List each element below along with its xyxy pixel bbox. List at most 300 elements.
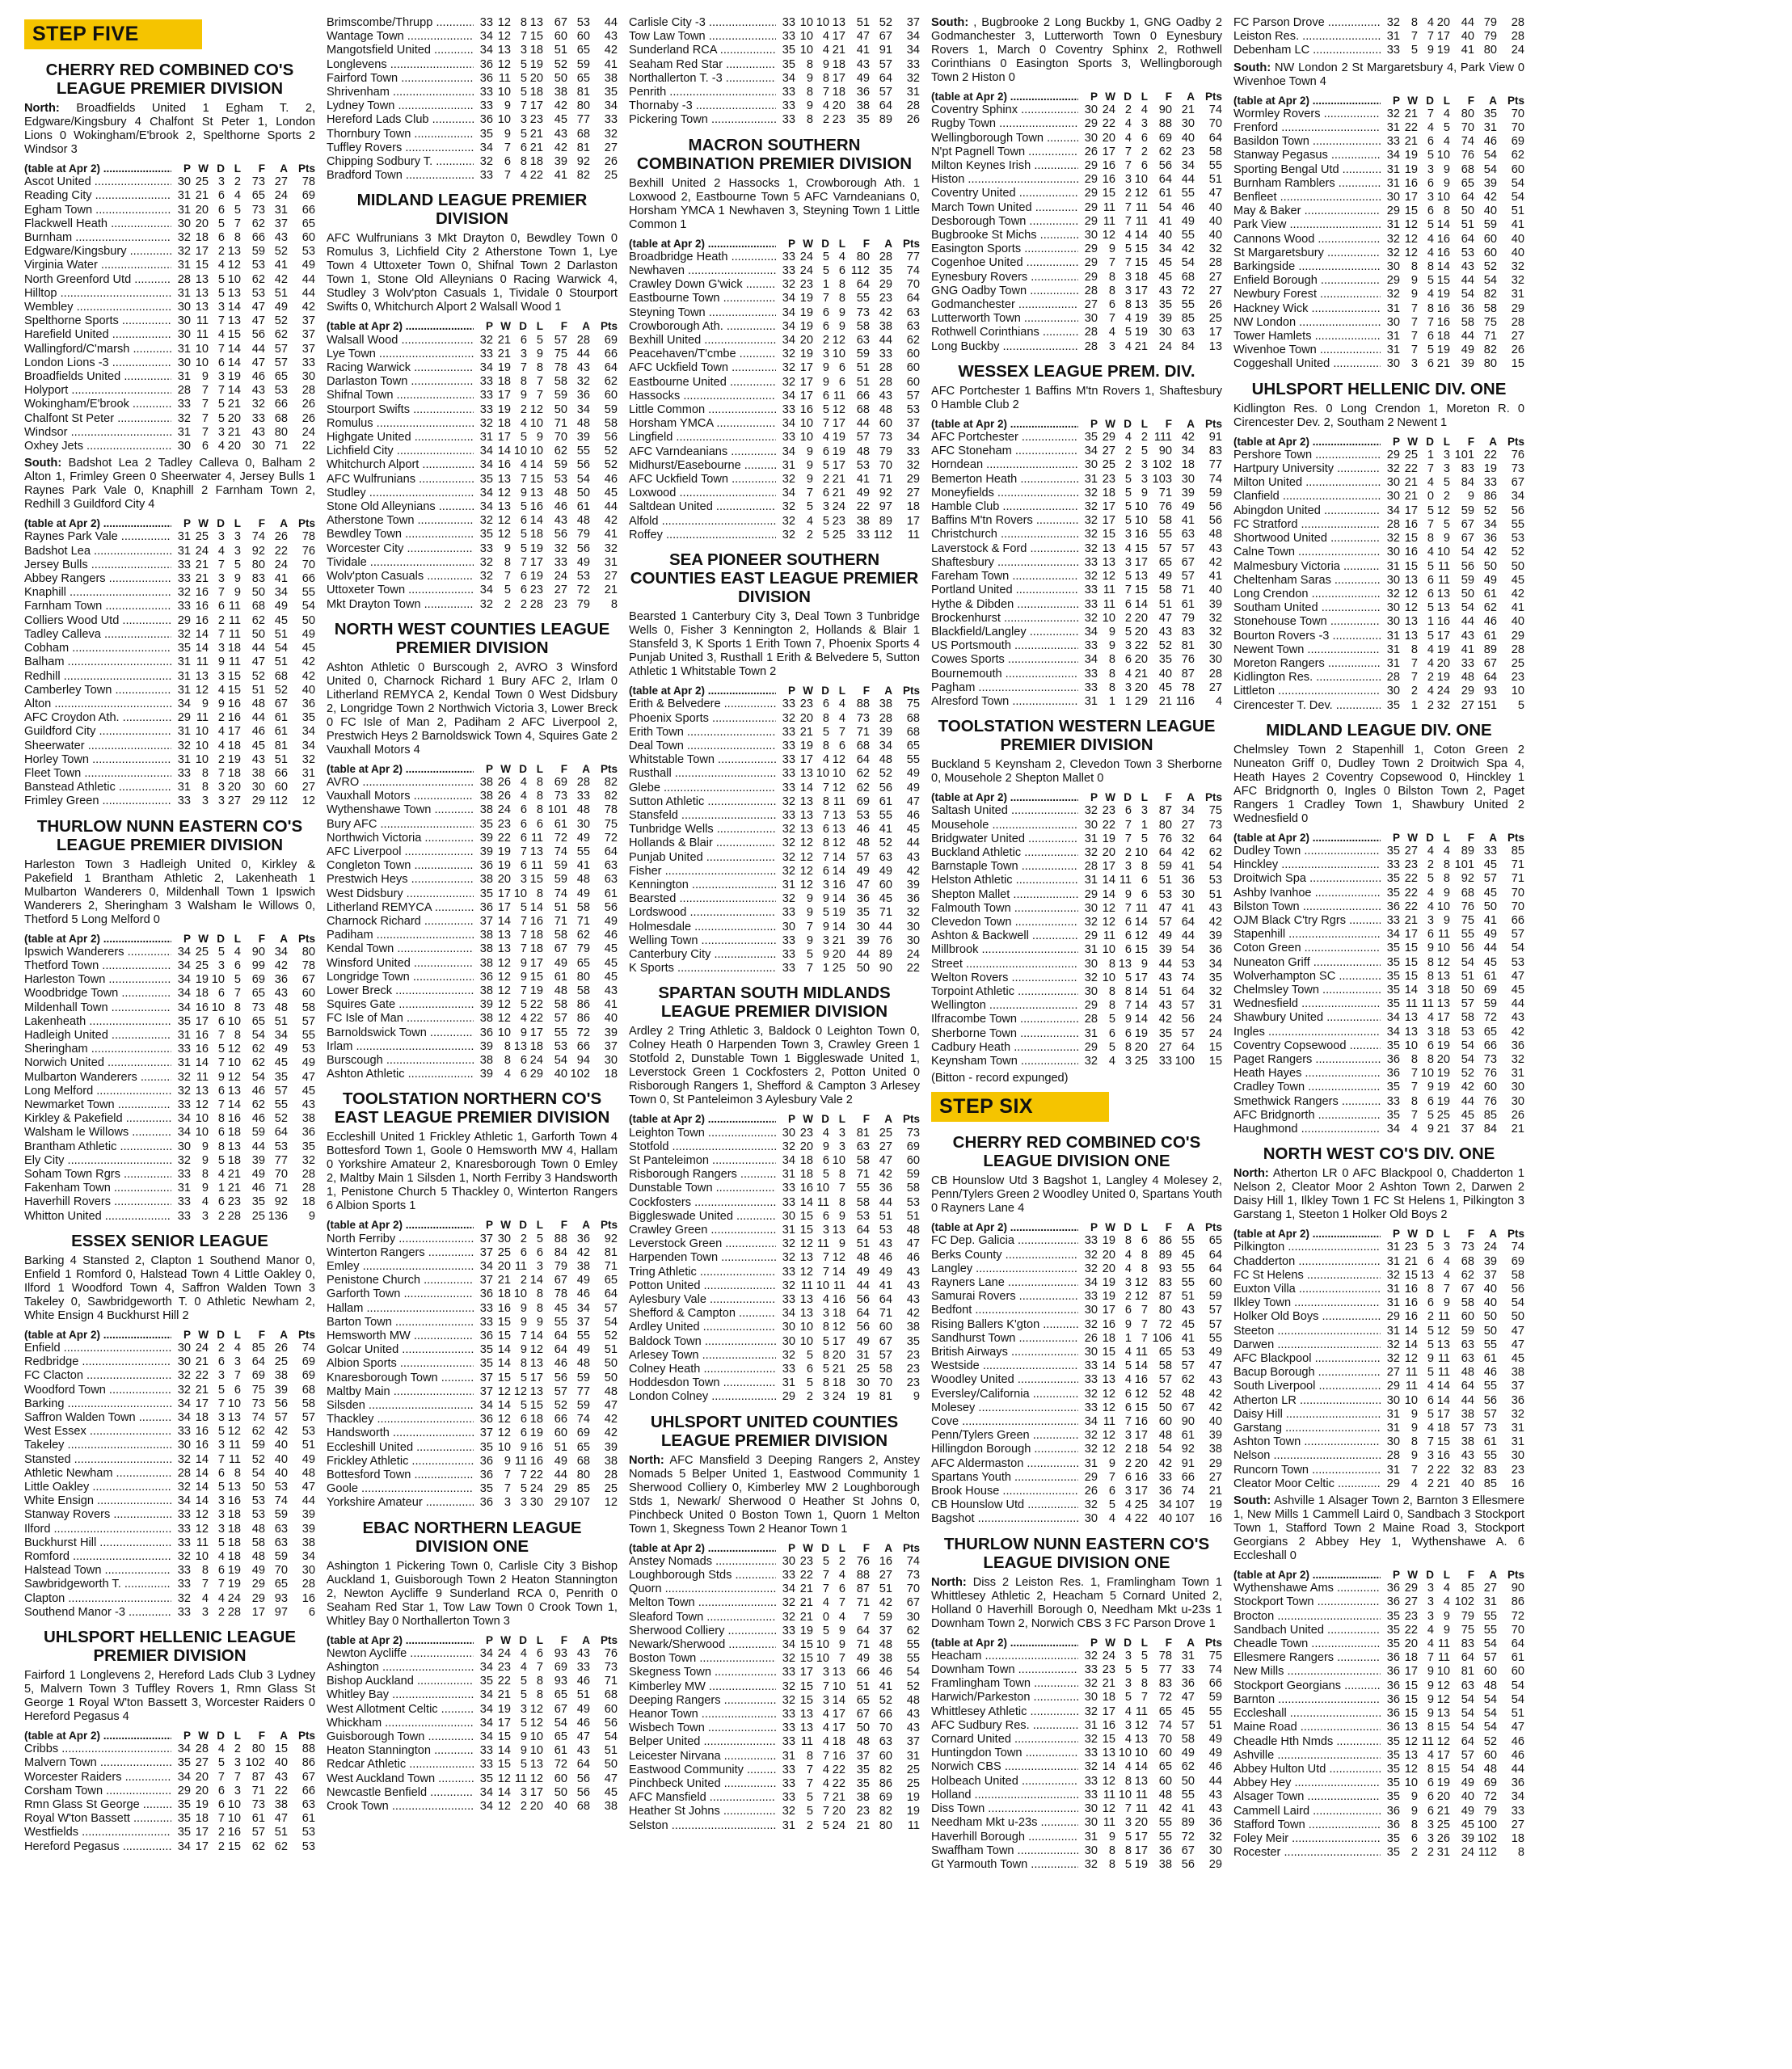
stat-cell: 37 — [479, 1245, 493, 1259]
stat-cell: 22 — [832, 1777, 845, 1791]
stat-cell: 12 — [1436, 1679, 1450, 1692]
stat-cell: 33 — [554, 555, 567, 569]
stat-cell: 35 — [1386, 886, 1400, 900]
stat-cell: 35 — [856, 1777, 870, 1791]
stat-cell: 67 — [554, 942, 567, 956]
team-name: Holker Old Boys ..... — [1233, 1310, 1381, 1324]
stat-cell: 32 — [1084, 1443, 1098, 1456]
team-name: Maltby Main ..... — [327, 1385, 474, 1399]
table-row — [629, 1307, 920, 1321]
table-row — [1233, 1296, 1524, 1310]
stat-cell: 107 — [1174, 1498, 1195, 1512]
stat-cell: 62 — [1181, 1760, 1195, 1774]
stat-cell: 35 — [1386, 1609, 1400, 1623]
stat-cell: 18 — [529, 1413, 543, 1426]
stat-cell: 17 — [1404, 1665, 1418, 1679]
stat-cell: 32 — [604, 541, 618, 555]
stat-cell: 45 — [604, 486, 618, 499]
stat-cell: 13 — [1102, 1747, 1115, 1760]
stat-cell: 8 — [1124, 298, 1132, 312]
stat-cell: 12 — [497, 1384, 511, 1398]
team-name: Droitwich Spa ..... — [1233, 872, 1381, 886]
stat-cell: 83 — [1461, 462, 1474, 476]
stat-cell: 54 — [1511, 1679, 1524, 1692]
team-name: London Lions -3 ..... — [24, 356, 171, 370]
stat-cell: 42 — [554, 99, 567, 113]
stat-cell: 75 — [906, 697, 920, 711]
stat-cell: 64 — [856, 1223, 870, 1237]
stat-cell: 9 — [1108, 625, 1115, 638]
stat-cell: 53 — [554, 1039, 567, 1053]
stat-cell: 70 — [1511, 1623, 1524, 1637]
stat-cell: 54 — [1461, 1039, 1474, 1052]
team-name: Uttoxeter Town ..... — [327, 584, 474, 597]
stat-cell: 17 — [1102, 514, 1115, 528]
team-name: British Airways ..... — [931, 1346, 1078, 1359]
stat-cell: 7 — [1141, 1691, 1148, 1705]
stat-cell: 44 — [1208, 1774, 1222, 1788]
stat-cell: 58 — [1511, 1268, 1524, 1282]
stat-cell: 11 — [1437, 1352, 1450, 1366]
stat-cell: 33 — [177, 1167, 191, 1181]
stat-cell: 9 — [806, 892, 813, 906]
stat-cell: 21 — [195, 1355, 209, 1369]
stat-cell: 9 — [1427, 1081, 1434, 1094]
table-row — [931, 445, 1222, 458]
stat-cell: 20 — [1134, 1456, 1148, 1470]
stat-cell: 10 — [195, 1112, 209, 1126]
stat-cell: 32 — [782, 836, 795, 850]
stat-cell: 21 — [195, 558, 209, 571]
league-heading: MACRON SOUTHERN COMBINATION PREMIER DIVISION — [636, 135, 913, 173]
table-row — [931, 1290, 1222, 1304]
stat-cell: 5 — [1427, 629, 1434, 643]
stat-cell: 80 — [251, 1742, 265, 1756]
stat-cell: 25 — [1436, 1108, 1450, 1122]
stat-cell: 13 — [227, 245, 241, 259]
stat-cell: 71 — [554, 416, 567, 430]
stat-cell: 35 — [1084, 431, 1098, 445]
stat-cell: 30 — [1084, 984, 1098, 998]
stat-cell: 30 — [1208, 653, 1222, 667]
team-name: Street ..... — [931, 958, 1078, 971]
table-row — [931, 1498, 1222, 1512]
table-row — [24, 273, 315, 287]
stat-cell: 8 — [234, 231, 241, 245]
stat-cell: 64 — [554, 1343, 567, 1357]
stat-cell: 37 — [906, 1735, 920, 1749]
team-name: Eccleshill United ..... — [327, 1441, 474, 1455]
stat-cell: 7 — [822, 1791, 829, 1805]
stat-cell: 40 — [1483, 204, 1497, 218]
team-name: Shefford & Campton ..... — [629, 1307, 776, 1321]
stat-cell: 39 — [479, 845, 493, 858]
table-row — [1233, 163, 1524, 177]
stat-cell: 4 — [1427, 1011, 1434, 1025]
stat-cell: 6 — [520, 570, 527, 584]
team-name: Clanfield ..... — [1233, 490, 1381, 504]
stat-cell: 79 — [1483, 1804, 1497, 1818]
stat-cell: 25 — [879, 1126, 892, 1140]
stat-cell: 31 — [301, 766, 315, 780]
table-row — [1233, 1067, 1524, 1081]
table-row — [24, 1606, 315, 1620]
stat-cell: 45 — [1511, 573, 1524, 587]
stat-cell: 17 — [497, 887, 511, 900]
stat-cell: 17 — [832, 1334, 845, 1348]
stat-cell: 3 — [217, 530, 225, 544]
stat-cell: 16 — [1134, 528, 1148, 541]
stat-cell: 14 — [832, 850, 845, 864]
team-name: Bearsted ..... — [629, 892, 776, 906]
stat-cell: 35 — [251, 1195, 265, 1209]
stat-cell: 29 — [177, 1784, 191, 1797]
stat-cell: 4 — [1124, 339, 1132, 353]
results-page — [24, 16, 1770, 2061]
stat-cell: 91 — [1208, 431, 1222, 445]
stat-cell: 4 — [1124, 1248, 1132, 1262]
team-name: Swaffham Town ..... — [931, 1844, 1078, 1858]
team-name: Mousehole ..... — [931, 819, 1078, 832]
stat-cell: 27 — [879, 1140, 892, 1153]
team-name: Egham Town ..... — [24, 204, 171, 217]
team-name: Wokingham/E'brook ..... — [24, 398, 171, 411]
stat-cell: 19 — [529, 984, 543, 997]
stat-cell: 12 — [799, 1265, 813, 1279]
stat-cell: 36 — [1386, 1052, 1400, 1066]
stat-cell: 70 — [1511, 121, 1524, 135]
stat-cell: 5 — [1124, 500, 1132, 514]
stat-cell: 22 — [832, 1763, 845, 1776]
stat-cell: 28 — [301, 1182, 315, 1195]
stat-cell: 34 — [177, 1397, 191, 1410]
stat-cell: 37 — [479, 1426, 493, 1440]
stat-cell: 5 — [1141, 832, 1148, 845]
team-name: Walsham le Willows ..... — [24, 1126, 171, 1140]
team-name: Erith Town ..... — [629, 726, 776, 740]
stat-cell: 3 — [520, 1496, 527, 1510]
stat-cell: 15 — [529, 873, 543, 887]
team-name: Tunbridge Wells ..... — [629, 823, 776, 836]
team-name: Colney Heath ..... — [629, 1363, 776, 1376]
stat-cell: 24 — [1102, 103, 1115, 117]
stat-cell: 17 — [497, 389, 511, 402]
stat-cell: 46 — [251, 1182, 265, 1195]
stat-cell: 10 — [1134, 1747, 1148, 1760]
stat-cell: 4 — [1410, 1123, 1418, 1136]
stat-cell: 34 — [177, 1001, 191, 1014]
table-row — [327, 458, 618, 472]
stat-cell: 52 — [274, 683, 288, 697]
stat-cell: 4 — [1124, 1705, 1132, 1718]
stat-cell: 2 — [234, 1742, 241, 1756]
stat-cell: 13 — [1404, 1025, 1418, 1039]
stat-cell: 14 — [497, 914, 511, 928]
stat-cell: 67 — [301, 973, 315, 987]
team-name: Stansted ..... — [24, 1453, 171, 1467]
stat-cell: 10 — [816, 16, 829, 29]
table-row — [1233, 1624, 1524, 1637]
stat-cell: 49 — [1208, 1733, 1222, 1747]
stat-cell: 67 — [879, 30, 892, 44]
table-row — [629, 865, 920, 879]
stat-cell: 11 — [1437, 559, 1450, 573]
stat-cell: 78 — [301, 530, 315, 544]
stat-cell: 28 — [1386, 517, 1400, 531]
stat-cell: 18 — [832, 86, 845, 99]
stat-cell: 62 — [251, 1043, 265, 1056]
stat-cell: 7 — [1410, 315, 1418, 329]
stat-cell: 25 — [274, 1355, 288, 1369]
team-name: Pickering Town ..... — [629, 113, 776, 127]
stat-cell: 14 — [1134, 229, 1148, 242]
stat-cell: 27 — [1404, 1595, 1418, 1609]
stat-cell: 49 — [1483, 573, 1497, 587]
stat-cell: 8 — [1410, 1435, 1418, 1449]
table-row — [24, 1001, 315, 1015]
stat-cell: 19 — [1436, 288, 1450, 301]
stat-cell: 42 — [604, 44, 618, 57]
stat-cell: 42 — [879, 1596, 892, 1610]
stat-cell: 45 — [1461, 1108, 1474, 1122]
step-banner: STEP SIX — [931, 1092, 1109, 1122]
stat-cell: 33 — [1386, 858, 1400, 872]
stat-cell: 52 — [1158, 639, 1172, 653]
table-row — [1233, 1394, 1524, 1408]
stat-cell: 53 — [1181, 1346, 1195, 1359]
stat-cell: 11 — [228, 1452, 241, 1466]
stat-cell: 5 — [1141, 1663, 1148, 1677]
team-name: Nelson ..... — [1233, 1449, 1381, 1463]
team-name: Frenford ..... — [1233, 121, 1381, 135]
stat-cell: 56 — [554, 1371, 567, 1384]
stat-cell: 33 — [1084, 1663, 1098, 1677]
stat-cell: 29 — [554, 1482, 567, 1496]
team-name: Lydney Town ..... — [327, 99, 474, 113]
stat-cell: 53 — [1181, 957, 1195, 971]
stat-cell: 52 — [879, 1693, 892, 1707]
stat-cell: 23 — [1102, 804, 1115, 818]
stat-cell: 49 — [856, 1652, 870, 1666]
stat-cell: 10 — [529, 416, 543, 430]
stat-cell: 5 — [1427, 1366, 1434, 1380]
stat-cell: 65 — [906, 739, 920, 752]
stat-cell: 8 — [1141, 1677, 1148, 1691]
stat-cell: 16 — [529, 914, 543, 928]
stat-cell: 35 — [1386, 872, 1400, 886]
stat-cell: 7 — [520, 30, 527, 44]
stat-cell: 17 — [1208, 326, 1222, 339]
stat-cell: 22 — [1483, 448, 1497, 461]
stat-cell: 4 — [217, 440, 225, 453]
stat-cell: 84 — [1483, 1123, 1497, 1136]
stat-cell: 28 — [301, 1167, 315, 1181]
stat-cell: 74 — [1181, 1485, 1195, 1498]
team-name: Brockenhurst ..... — [931, 612, 1078, 626]
table-row — [24, 175, 315, 189]
stat-cell: 17 — [251, 1605, 265, 1619]
stat-cell: 30 — [906, 920, 920, 933]
table-row — [24, 558, 315, 572]
stat-cell: 45 — [604, 956, 618, 970]
stat-cell: 30 — [1386, 615, 1400, 629]
stat-cell: 51 — [604, 1343, 618, 1357]
stat-cell: 3 — [217, 959, 225, 972]
table-row — [1233, 1241, 1524, 1254]
stat-cell: 8 — [610, 597, 618, 611]
stat-cell: 91 — [879, 44, 892, 57]
team-name: Leicester Nirvana ..... — [629, 1750, 776, 1763]
stat-cell: 53 — [576, 16, 590, 29]
stat-cell: 80 — [856, 250, 870, 263]
stat-cell: 92 — [1461, 872, 1474, 886]
stat-cell: 89 — [1158, 1248, 1172, 1262]
stat-cell: 51 — [1208, 173, 1222, 187]
stat-cell: 36 — [479, 113, 493, 127]
table-row — [327, 1246, 618, 1260]
team-name: Ipswich Wanderers ..... — [24, 946, 171, 959]
stat-cell: 7 — [1427, 462, 1434, 476]
table-row — [24, 412, 315, 426]
stat-cell: 7 — [217, 314, 225, 328]
stat-cell: 41 — [274, 572, 288, 586]
stat-cell: 38 — [1461, 1435, 1474, 1449]
stat-cell: 16 — [1102, 1718, 1115, 1732]
stat-cell: 31 — [1386, 343, 1400, 357]
stat-cell: 12 — [832, 836, 845, 850]
stat-cell: 67 — [301, 1770, 315, 1784]
stat-cell: 8 — [504, 555, 511, 569]
stat-cell: 57 — [1181, 1026, 1195, 1040]
stat-cell: 19 — [799, 739, 813, 752]
stat-cell: 8 — [1410, 1094, 1418, 1108]
table-row — [931, 1691, 1222, 1705]
stat-cell: 54 — [1461, 601, 1474, 615]
stat-cell: 63 — [1181, 326, 1195, 339]
stat-cell: 33 — [479, 1301, 493, 1315]
stat-cell: 14 — [1436, 260, 1450, 274]
stat-cell: 1 — [1124, 1331, 1132, 1345]
stat-cell: 12 — [195, 1522, 209, 1536]
stat-cell: 85 — [1511, 844, 1524, 858]
stat-cell: 35 — [1483, 107, 1497, 120]
stat-cell: 7 — [217, 1397, 225, 1410]
stat-cell: 9 — [1427, 1665, 1434, 1679]
league-table — [1233, 435, 1524, 713]
team-name: Badshot Lea ..... — [24, 545, 171, 558]
stat-cell: 4 — [217, 259, 225, 272]
team-name: Bewdley Town ..... — [327, 528, 474, 541]
stat-cell: 56 — [274, 1397, 288, 1410]
stat-cell: 12 — [1102, 570, 1115, 584]
stat-cell: 51 — [856, 1237, 870, 1251]
stat-cell: 41 — [1181, 1331, 1195, 1345]
stat-cell: 10 — [799, 44, 813, 57]
team-name: Bemerton Heath ..... — [931, 473, 1078, 487]
stat-cell: 62 — [856, 781, 870, 794]
stat-cell: 32 — [177, 1452, 191, 1466]
stat-cell: 47 — [856, 878, 870, 891]
stat-cell: 35 — [479, 528, 493, 541]
stat-cell: 54 — [1461, 1707, 1474, 1721]
stat-cell: 19 — [906, 1805, 920, 1818]
stat-cell: 37 — [856, 1749, 870, 1763]
stat-cell: 31 — [1386, 1241, 1400, 1254]
stat-cell: 80 — [301, 945, 315, 959]
team-name: Selston ..... — [629, 1819, 776, 1833]
stat-cell: 65 — [301, 217, 315, 230]
stat-cell: 47 — [1158, 901, 1172, 915]
stat-cell: 5 — [1427, 1324, 1434, 1338]
stat-cell: 33 — [782, 781, 795, 794]
stat-cell: 5 — [1427, 149, 1434, 162]
stat-cell: 55 — [1158, 528, 1172, 541]
team-name: Baldock Town ..... — [629, 1335, 776, 1349]
stat-cell: 74 — [1208, 472, 1222, 486]
stat-cell: 35 — [1386, 698, 1400, 712]
stat-cell: 31 — [1483, 1595, 1497, 1609]
stat-cell: 34 — [177, 1770, 191, 1784]
stat-cell: 62 — [1483, 601, 1497, 615]
stat-cell: 21 — [1404, 476, 1418, 490]
stat-cell: 31 — [782, 458, 795, 472]
stat-cell: 4 — [1443, 135, 1450, 149]
stat-cell: 7 — [822, 808, 829, 822]
stat-cell: 66 — [301, 572, 315, 586]
stat-cell: 60 — [879, 1749, 892, 1763]
stat-cell: 9 — [308, 1209, 315, 1223]
stat-cell: 8 — [1410, 260, 1418, 274]
table-row — [931, 874, 1222, 887]
stat-cell: 7 — [504, 169, 511, 183]
stat-cell: 4 — [1443, 844, 1450, 858]
stat-cell: 12 — [497, 486, 511, 499]
stat-cell: 15 — [227, 1839, 241, 1853]
stat-cell: 33 — [782, 1363, 795, 1376]
table-row — [1233, 191, 1524, 204]
stat-cell: 34 — [274, 945, 288, 959]
stat-cell: 8 — [536, 887, 543, 900]
stat-cell: 50 — [856, 962, 870, 976]
stat-cell: 112 — [1478, 1846, 1497, 1860]
stat-cell: 7 — [504, 1469, 511, 1482]
stat-cell: 48 — [1158, 1429, 1172, 1443]
stat-cell: 35 — [1386, 1108, 1400, 1122]
stat-cell: 57 — [1511, 928, 1524, 942]
table-row — [1233, 1352, 1524, 1366]
stat-cell: 73 — [1483, 1422, 1497, 1435]
stat-cell: 9 — [1141, 486, 1148, 499]
stat-cell: 9 — [822, 920, 829, 933]
team-name: Cove ..... — [931, 1415, 1078, 1429]
stat-cell: 53 — [251, 286, 265, 300]
team-name: Pershore Town ..... — [1233, 449, 1381, 462]
stat-cell: 17 — [1134, 555, 1148, 569]
stat-cell: 50 — [604, 1758, 618, 1772]
stat-cell: 32 — [1386, 1352, 1400, 1366]
stat-cell: 55 — [1181, 229, 1195, 242]
stat-cell: 84 — [1461, 476, 1474, 490]
team-name: Hoddesdon Town ..... — [629, 1376, 776, 1390]
stat-cell: 44 — [879, 1195, 892, 1209]
stat-cell: 44 — [301, 1494, 315, 1508]
stat-cell: 40 — [274, 1439, 288, 1452]
stat-cell: 18 — [1102, 1691, 1115, 1705]
stat-cell: 25 — [195, 959, 209, 972]
stat-cell: 33 — [177, 1195, 191, 1209]
stat-cell: 28 — [529, 597, 543, 611]
results-paragraph — [327, 1131, 618, 1213]
